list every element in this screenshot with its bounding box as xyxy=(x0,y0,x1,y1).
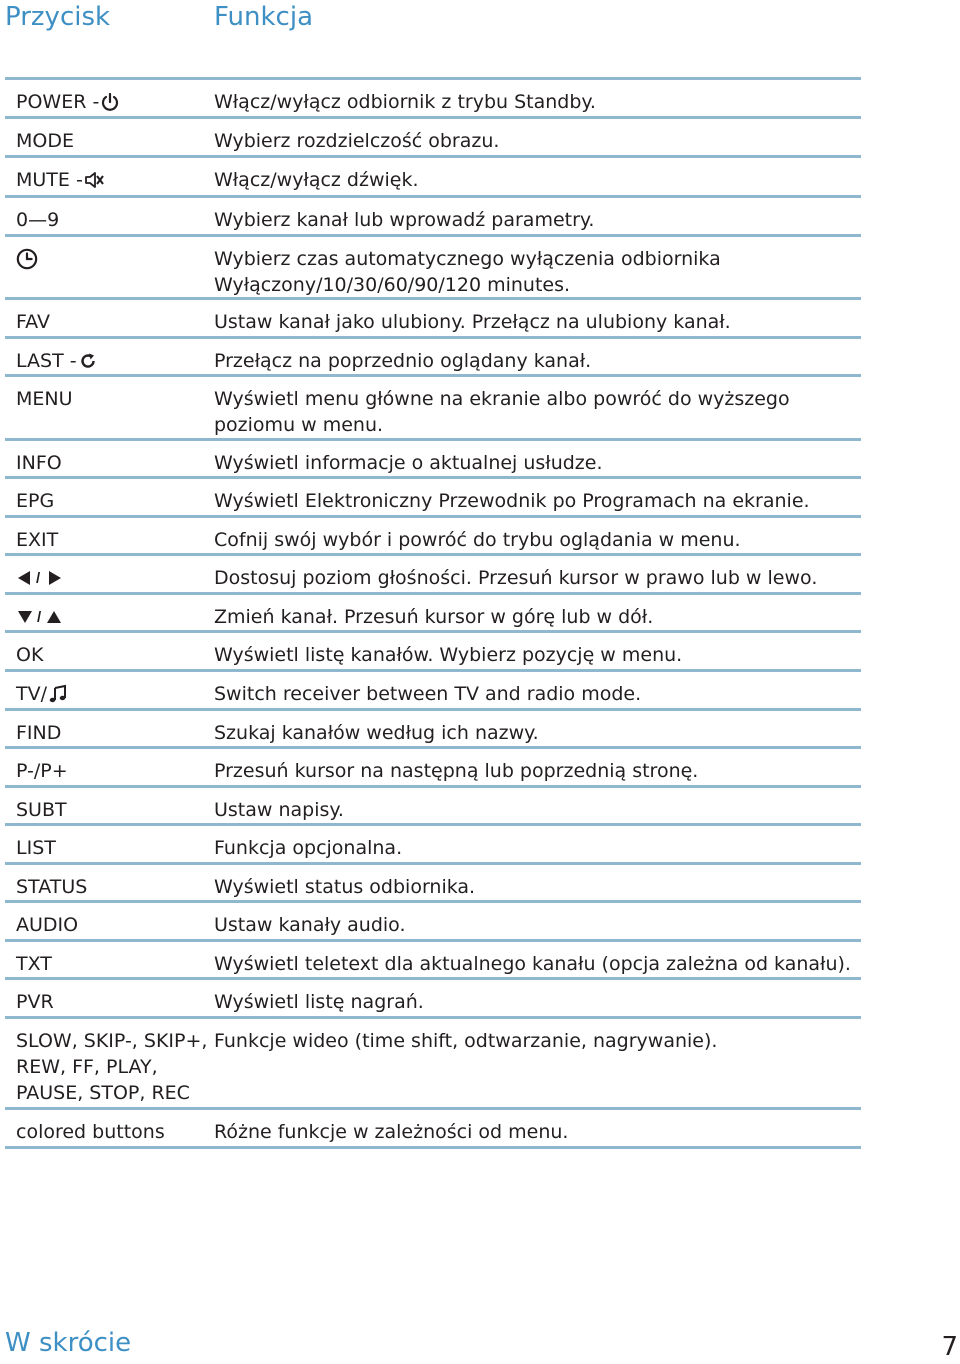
button-label: POWER - xyxy=(16,91,100,113)
table-row xyxy=(5,749,861,788)
table-row xyxy=(5,1019,861,1110)
button-name xyxy=(5,720,213,746)
section-title: W skrócie xyxy=(5,1328,132,1358)
button-name xyxy=(5,386,213,438)
button-label: STATUS xyxy=(16,876,88,898)
button-label: MUTE - xyxy=(16,169,83,191)
mute-icon xyxy=(83,167,105,193)
column-header-function: Funkcja xyxy=(214,2,313,32)
table-row xyxy=(5,479,861,518)
table-row xyxy=(5,237,861,300)
function-description: Szukaj kanałów według ich nazwy. xyxy=(214,722,539,744)
button-label: AUDIO xyxy=(16,914,79,936)
button-name xyxy=(5,488,213,515)
table-row xyxy=(5,80,861,119)
svg-text:/: / xyxy=(36,570,41,587)
function-description: Wyświetl Elektroniczny Przewodnik po Programach na ekranie. xyxy=(214,490,810,512)
button-label: FIND xyxy=(16,722,62,744)
table-row xyxy=(5,826,861,865)
button-name xyxy=(5,874,213,900)
function-description: Wyświetl status odbiornika. xyxy=(214,876,476,898)
button-name xyxy=(5,835,213,862)
function-description: Różne funkcje w zależności od menu. xyxy=(214,1121,569,1143)
button-label: SUBT xyxy=(16,799,67,821)
table-row xyxy=(5,377,861,441)
function-description: Wyświetl listę kanałów. Wybierz pozycję w menu. xyxy=(214,644,683,666)
button-name xyxy=(5,758,213,785)
left-right-arrows-icon xyxy=(16,565,64,591)
function-description: Wyświetl listę nagrań. xyxy=(214,991,424,1013)
column-header-button: Przycisk xyxy=(5,2,111,32)
button-label: TV/ xyxy=(16,683,48,705)
button-name xyxy=(5,681,213,708)
function-description: Przesuń kursor na następną lub poprzednią stronę. xyxy=(214,760,699,782)
button-function-table xyxy=(5,77,861,1149)
table-row xyxy=(5,300,861,339)
button-name xyxy=(5,1028,213,1107)
function-description: Cofnij swój wybór i powróć do trybu oglądania w menu. xyxy=(214,529,741,551)
table-row xyxy=(5,119,861,158)
function-description: Ustaw kanały audio. xyxy=(214,914,406,936)
function-description: Włącz/wyłącz dźwięk. xyxy=(214,169,419,191)
button-name xyxy=(5,604,213,630)
function-description: Funkcja opcjonalna. xyxy=(214,837,403,859)
table-row xyxy=(5,158,861,198)
button-name xyxy=(5,1119,213,1146)
button-name xyxy=(5,246,213,297)
button-label: EPG xyxy=(16,490,55,512)
table-row xyxy=(5,980,861,1019)
function-description: Wybierz rozdzielczość obrazu. xyxy=(214,130,500,152)
table-row xyxy=(5,788,861,826)
table-row xyxy=(5,672,861,711)
svg-text:/: / xyxy=(37,609,42,626)
function-description: Wyświetl informacje o aktualnej usłudze. xyxy=(214,452,603,474)
table-row xyxy=(5,865,861,903)
function-description: Funkcje wideo (time shift, odtwarzanie, nagrywanie). xyxy=(214,1030,718,1052)
function-description: Ustaw kanał jako ulubiony. Przełącz na ulubiony kanał. xyxy=(214,311,731,333)
button-name xyxy=(5,309,213,336)
button-name xyxy=(5,89,213,116)
table-row xyxy=(5,339,861,377)
button-name xyxy=(5,642,213,669)
button-name xyxy=(5,797,213,823)
function-description: Wyświetl teletext dla aktualnego kanału (opcja zależna od kanału). xyxy=(214,953,851,975)
function-description: Wyświetl menu główne na ekranie albo powróć do wyższego poziomu w menu. xyxy=(214,388,790,436)
refresh-icon xyxy=(77,348,99,374)
table-row xyxy=(5,633,861,672)
table-row xyxy=(5,441,861,479)
function-description: Zmień kanał. Przesuń kursor w górę lub w dół. xyxy=(214,606,654,628)
button-label: LIST xyxy=(16,837,56,859)
table-row xyxy=(5,903,861,942)
function-description: Dostosuj poziom głośności. Przesuń kursor w prawo lub w lewo. xyxy=(214,567,818,589)
button-label: FAV xyxy=(16,311,50,333)
table-row xyxy=(5,595,861,633)
button-label: LAST - xyxy=(16,350,77,372)
button-label: OK xyxy=(16,644,44,666)
button-label: INFO xyxy=(16,452,62,474)
button-name xyxy=(5,450,213,476)
button-name xyxy=(5,989,213,1016)
clock-icon xyxy=(16,246,38,272)
button-name xyxy=(5,348,213,374)
function-description: Switch receiver between TV and radio mode. xyxy=(214,683,642,705)
button-label: MENU xyxy=(16,388,73,410)
button-name xyxy=(5,207,213,234)
function-description: Ustaw napisy. xyxy=(214,799,344,821)
button-label: TXT xyxy=(16,953,52,975)
button-label: EXIT xyxy=(16,529,59,551)
button-label: SLOW, SKIP-, SKIP+, REW, FF, PLAY, PAUSE, STOP, REC xyxy=(16,1030,208,1104)
down-up-arrows-icon xyxy=(16,604,64,630)
button-label: colored buttons xyxy=(16,1121,165,1143)
button-name xyxy=(5,912,213,939)
button-name xyxy=(5,951,213,977)
button-label: MODE xyxy=(16,130,74,152)
table-row xyxy=(5,518,861,556)
button-label: 0—9 xyxy=(16,209,60,231)
button-name xyxy=(5,167,213,195)
page-number: 7 xyxy=(941,1332,958,1362)
function-description: Włącz/wyłącz odbiornik z trybu Standby. xyxy=(214,91,596,113)
button-label: P-/P+ xyxy=(16,760,68,782)
button-name xyxy=(5,565,213,592)
button-label: PVR xyxy=(16,991,54,1013)
function-description: Przełącz na poprzednio oglądany kanał. xyxy=(214,350,592,372)
music-note-icon xyxy=(47,681,69,707)
button-name xyxy=(5,527,213,553)
table-row xyxy=(5,198,861,237)
table-row xyxy=(5,1110,861,1149)
table-row xyxy=(5,556,861,595)
table-row xyxy=(5,942,861,980)
button-name xyxy=(5,128,213,155)
function-description: Wybierz czas automatycznego wyłączenia odbiornika Wyłączony/10/30/60/90/120 minutes. xyxy=(214,248,721,296)
function-description: Wybierz kanał lub wprowadź parametry. xyxy=(214,209,595,231)
power-icon xyxy=(99,89,121,115)
table-row xyxy=(5,711,861,749)
